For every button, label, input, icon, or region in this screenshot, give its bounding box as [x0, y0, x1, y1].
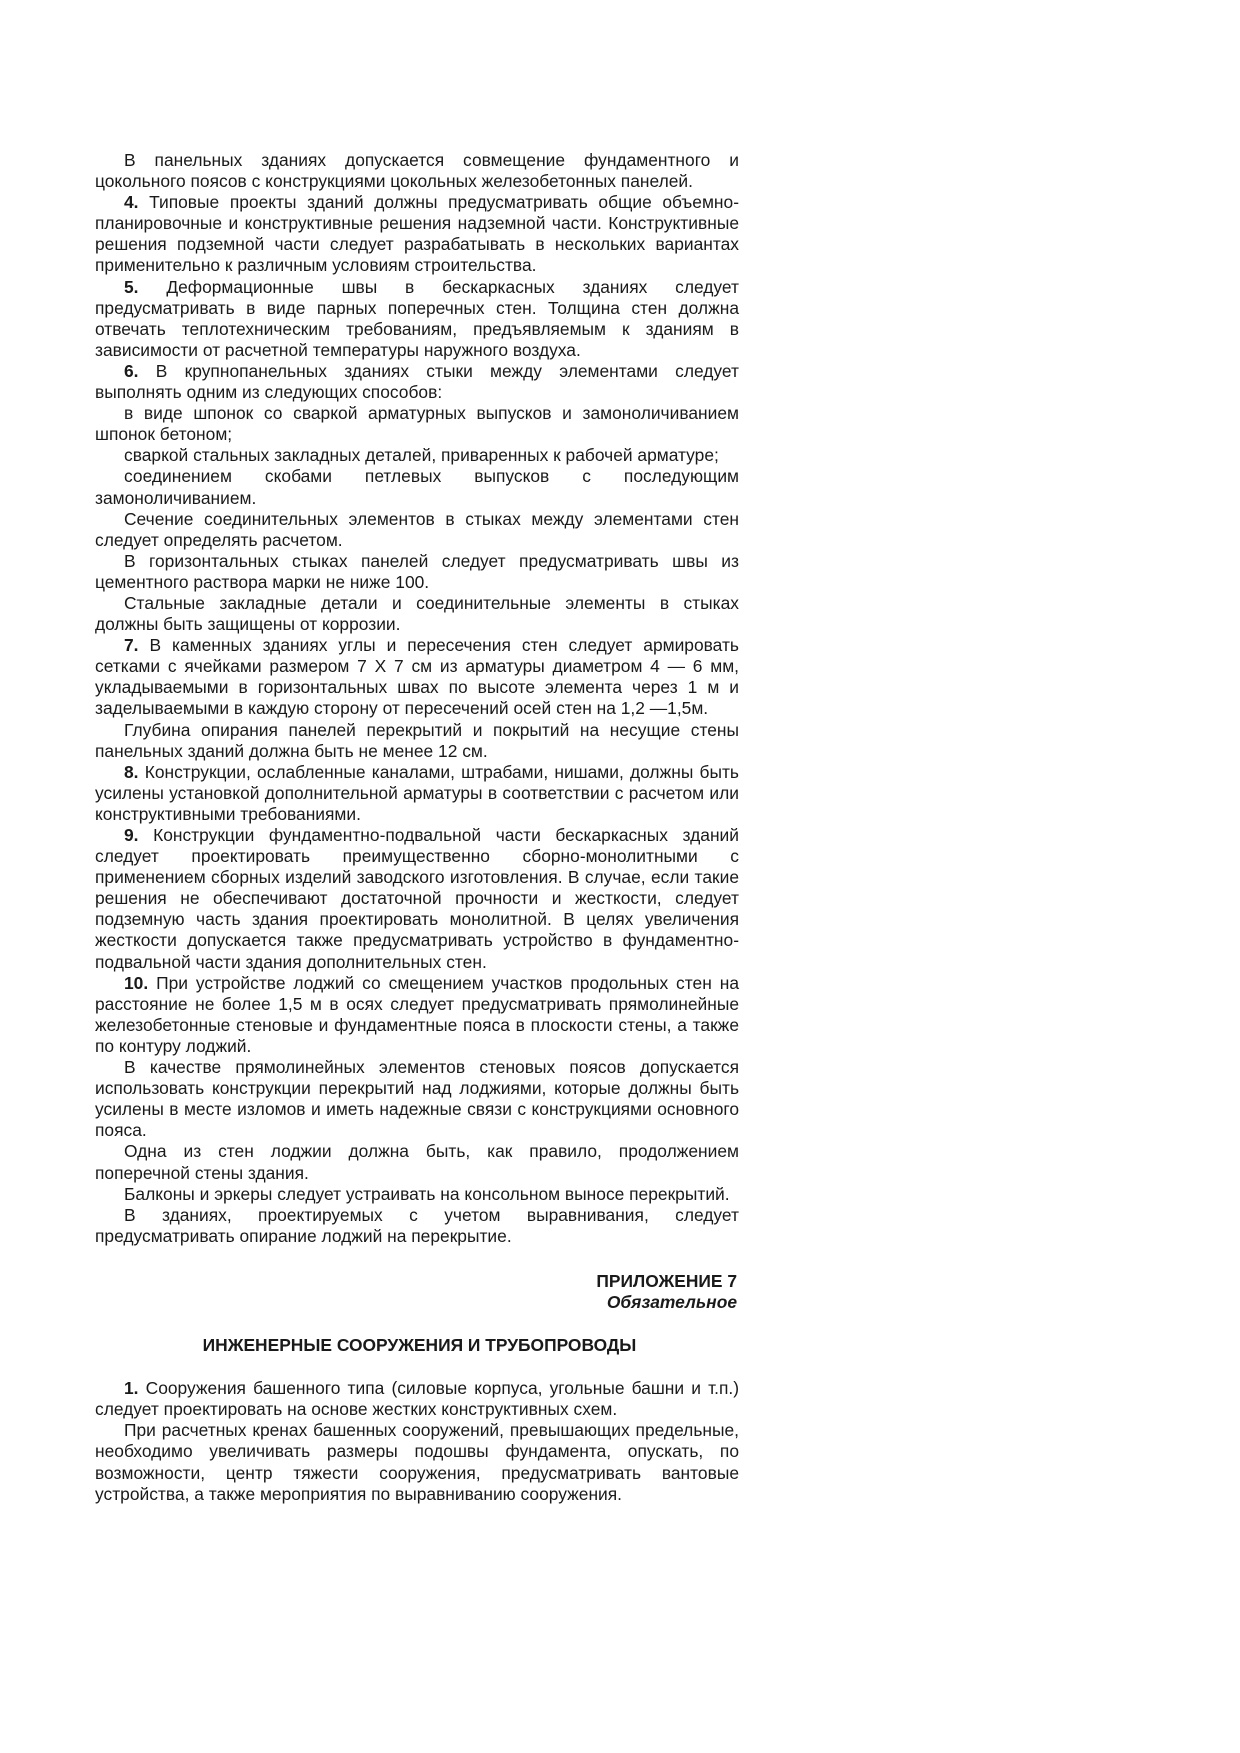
clause-number: 4.: [124, 192, 139, 213]
paragraph-text: Одна из стен лоджии должна быть, как правило, продолжением поперечной стены здания.: [95, 1141, 739, 1183]
paragraph: [95, 720, 739, 762]
paragraph: [95, 361, 739, 403]
paragraph: [95, 973, 739, 1057]
paragraph-text: Глубина опирания панелей перекрытий и покрытий на несущие стены панельных зданий должна быть не менее 12 см.: [95, 719, 739, 761]
section-body: [95, 1378, 739, 1505]
paragraph: [95, 150, 739, 192]
section-title: ИНЖЕНЕРНЫЕ СООРУЖЕНИЯ И ТРУБОПРОВОДЫ: [202, 1335, 637, 1356]
paragraph: [95, 1420, 739, 1504]
clause-number: 7.: [124, 635, 139, 656]
paragraph-text: Стальные закладные детали и соединительные элементы в стыках должны быть защищены от коррозии.: [95, 592, 739, 635]
paragraph: [95, 1141, 739, 1183]
paragraph-text: Типовые проекты зданий должны предусматривать общие объемно-планировочные и конструктивные решения надземной части. Конструктивные решения подземной части следует разрабатывать в нескольких вариантах применительно к различным условиям строительства.: [95, 192, 739, 276]
paragraph-text: Конструкции, ослабленные каналами, штрабами, нишами, должны быть усилены установкой дополнительной арматуры в соответствии с расчетом или конструктивными требованиями.: [95, 761, 739, 824]
clause-number: 10.: [124, 972, 149, 993]
paragraph-text: сваркой стальных закладных деталей, приваренных к рабочей арматуре;: [124, 445, 719, 466]
paragraph: [95, 192, 739, 276]
paragraph: [95, 466, 739, 508]
paragraph-text: Деформационные швы в бескаркасных зданиях следует предусматривать в виде парных поперечных стен. Толщина стен должна отвечать теплотехническим требованиям, предъявляемым к зданиям в зависимости от расчетной температуры наружного воздуха.: [95, 276, 739, 360]
paragraph-text: В качестве прямолинейных элементов стеновых поясов допускается использовать конструкции перекрытий над лоджиями, которые должны быть усилены в месте изломов и иметь надежные связи с конструкциями основного пояса.: [95, 1057, 739, 1141]
clause-number: 5.: [124, 276, 139, 297]
clause-number: 6.: [124, 360, 139, 381]
paragraph-text: В панельных зданиях допускается совмещение фундаментного и цокольного поясов с конструкциями цокольных железобетонных панелей.: [95, 150, 739, 192]
paragraph: [95, 635, 739, 719]
paragraph-text: В крупнопанельных зданиях стыки между элементами следует выполнять одним из следующих способов:: [95, 360, 739, 403]
paragraph: [95, 1378, 739, 1420]
paragraph: [95, 1205, 739, 1247]
paragraph: [95, 762, 739, 825]
appendix-status: Обязательное: [606, 1291, 737, 1312]
appendix-title: ПРИЛОЖЕНИЕ 7: [596, 1270, 737, 1291]
paragraph-text: Балконы и эркеры следует устраивать на консольном выносе перекрытий.: [124, 1183, 730, 1204]
clause-number: 9.: [124, 825, 139, 845]
paragraph: [95, 825, 739, 973]
paragraph: [95, 593, 739, 635]
paragraph-text: Конструкции фундаментно-подвальной части бескаркасных зданий следует проектировать преимущественно сборно-монолитными с применением сборных изделий заводского изготовления. В случае, если такие решения не обеспечивают достаточной прочности и жесткости, следует подземную часть здания проектировать монолитной. В целях увеличения жесткости допускается также предусматривать устройство в фундаментно-подвальной части здания дополнительных стен.: [95, 825, 739, 972]
paragraph: [95, 277, 739, 361]
paragraph-text: В каменных зданиях углы и пересечения стен следует армировать сетками с ячейками размером 7 Х 7 см из арматуры диаметром 4 — 6 мм, укладываемыми в горизонтальных швах по высоте элемента через 1 м и заделываемыми в каждую сторону от пересечений осей стен на 1,2 —1,5м.: [95, 635, 739, 719]
paragraph-text: При устройстве лоджий со смещением участков продольных стен на расстояние не более 1,5 м в осях следует предусматривать прямолинейные железобетонные стеновые и фундаментные пояса в плоскости стены, а также по контуру лоджий.: [95, 972, 739, 1056]
paragraph-text: Сечение соединительных элементов в стыках между элементами стен следует определять расчетом.: [95, 508, 739, 550]
paragraph-text: в виде шпонок со сваркой арматурных выпусков и замоноличиванием шпонок бетоном;: [95, 403, 739, 445]
paragraph-text: В горизонтальных стыках панелей следует предусматривать швы из цементного раствора марки не ниже 100.: [95, 550, 739, 592]
paragraph: [95, 509, 739, 551]
document-page: [95, 150, 739, 1505]
paragraph-text: соединением скобами петлевых выпусков с последующим замоноличиванием.: [95, 466, 739, 508]
paragraph: [95, 445, 739, 466]
text-body: [95, 150, 739, 1247]
paragraph-text: При расчетных кренах башенных сооружений, превышающих предельные, необходимо увеличивать размеры подошвы фундамента, опускать, по возможности, центр тяжести сооружения, предусматривать вантовые устройства, а также мероприятия по выравниванию сооружения.: [95, 1420, 739, 1504]
paragraph: [95, 403, 739, 445]
clause-number: 8.: [124, 761, 139, 782]
paragraph: [95, 1184, 739, 1205]
paragraph: [95, 1057, 739, 1141]
paragraph-text: Сооружения башенного типа (силовые корпуса, угольные башни и т.п.) следует проектировать на основе жестких конструктивных схем.: [95, 1378, 739, 1420]
clause-number: 1.: [124, 1378, 139, 1399]
paragraph: [95, 551, 739, 593]
paragraph-text: В зданиях, проектируемых с учетом выравнивания, следует предусматривать опирание лоджий на перекрытие.: [95, 1204, 739, 1246]
